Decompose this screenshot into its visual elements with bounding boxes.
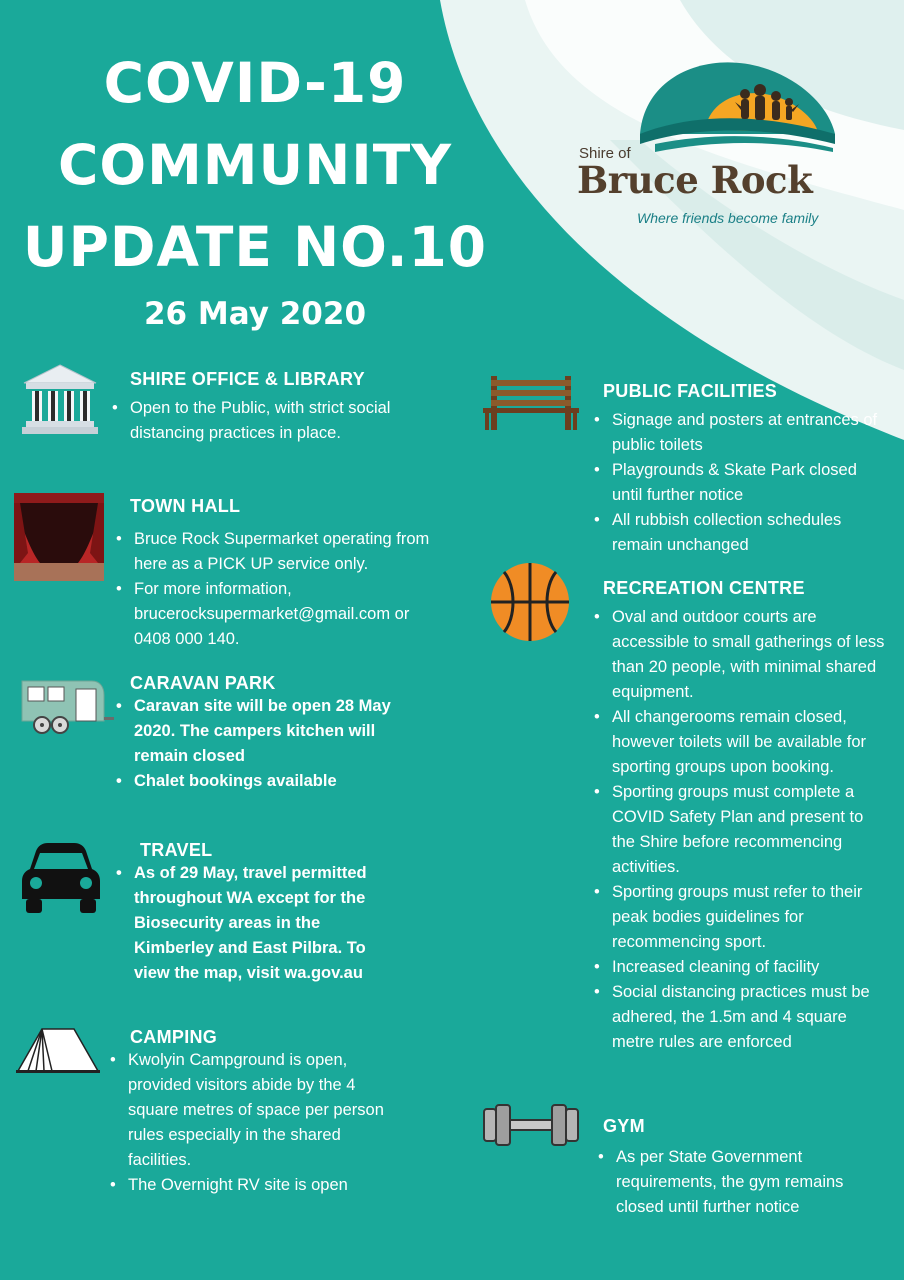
section-title: TOWN HALL [130,496,241,516]
list-item: • Sporting groups must refer to their peak bodies guidelines for recommencing sport. [594,880,886,955]
section-title: PUBLIC FACILITIES [603,381,778,401]
car-icon [22,843,100,913]
shire-logo [575,52,845,242]
list-item: • The Overnight RV site is open [110,1173,390,1198]
list-item: • Open to the Public, with strict social distancing practices in place. [112,396,432,446]
list-item: • Signage and posters at entrances of public toilets [594,408,884,458]
title-block [10,42,500,332]
section-title: CAMPING [130,1027,218,1047]
section-travel [116,840,401,986]
item-list [116,527,436,652]
title-line-3: UPDATE NO.10 [22,215,488,279]
caravan-icon [20,677,114,735]
section-title: RECREATION CENTRE [603,578,805,598]
list-item: • Social distancing practices must be adhered, the 1.5m and 4 square metre rules are enforced [594,980,886,1055]
title-line-1: COVID-19 [103,51,407,115]
list-item: • Caravan site will be open 28 May 2020. The campers kitchen will remain closed [116,694,396,769]
list-item: • Oval and outdoor courts are accessible to small gatherings of less than 20 people, with minimal shared equipment. [594,605,886,705]
title-line-2: COMMUNITY [57,133,453,197]
logo-name: Bruce Rock [577,158,813,202]
item-list [594,605,886,1055]
logo-emblem-icon [575,52,845,152]
item-list [110,1048,390,1198]
list-item: • Bruce Rock Supermarket operating from here as a PICK UP service only. [116,527,436,577]
theatre-curtain-icon [14,493,104,581]
update-date: 26 May 2020 [143,296,367,332]
section-title: SHIRE OFFICE & LIBRARY [130,369,365,389]
list-item: • All rubbish collection schedules remain unchanged [594,508,884,558]
logo-tagline: Where friends become family [637,210,819,226]
basketball-icon [490,562,570,642]
list-item: • As of 29 May, travel permitted throughout WA except for the Biosecurity areas in the Kimberley and East Pilbra. To view the map, visit wa.gov.au [116,861,401,986]
item-list [594,408,884,558]
section-title: TRAVEL [140,840,213,860]
logo-shire-of: Shire of [579,145,631,162]
section-caravan-park [116,673,396,794]
item-list [116,861,401,986]
section-title: CARAVAN PARK [130,673,276,693]
section-camping [110,1027,390,1198]
section-town-hall [116,496,436,652]
list-item: • Kwolyin Campground is open, provided visitors abide by the 4 square metres of space per person rules especially in the shared facilities. [110,1048,390,1173]
list-item: • As per State Government requirements, the gym remains closed until further notice [598,1145,878,1220]
list-item: • Increased cleaning of facility [594,955,886,980]
section-shire-office [112,369,432,446]
park-bench-icon [483,376,579,430]
list-item: • Chalet bookings available [116,769,396,794]
list-item: • For more information, brucerocksupermarket@gmail.com or 0408 000 140. [116,577,436,652]
section-public-facilities [594,381,884,558]
tent-icon [16,1027,100,1073]
list-item: • All changerooms remain closed, however toilets will be available for sporting groups upon booking. [594,705,886,780]
list-item: • Playgrounds & Skate Park closed until further notice [594,458,884,508]
dumbbell-icon [482,1103,580,1147]
item-list [112,396,432,446]
section-gym [598,1116,878,1220]
bank-building-icon [22,363,98,435]
section-recreation-centre [594,578,886,1055]
item-list [598,1145,878,1220]
section-title: GYM [603,1116,645,1136]
item-list [116,694,396,794]
list-item: • Sporting groups must complete a COVID Safety Plan and present to the Shire before recommencing activities. [594,780,886,880]
